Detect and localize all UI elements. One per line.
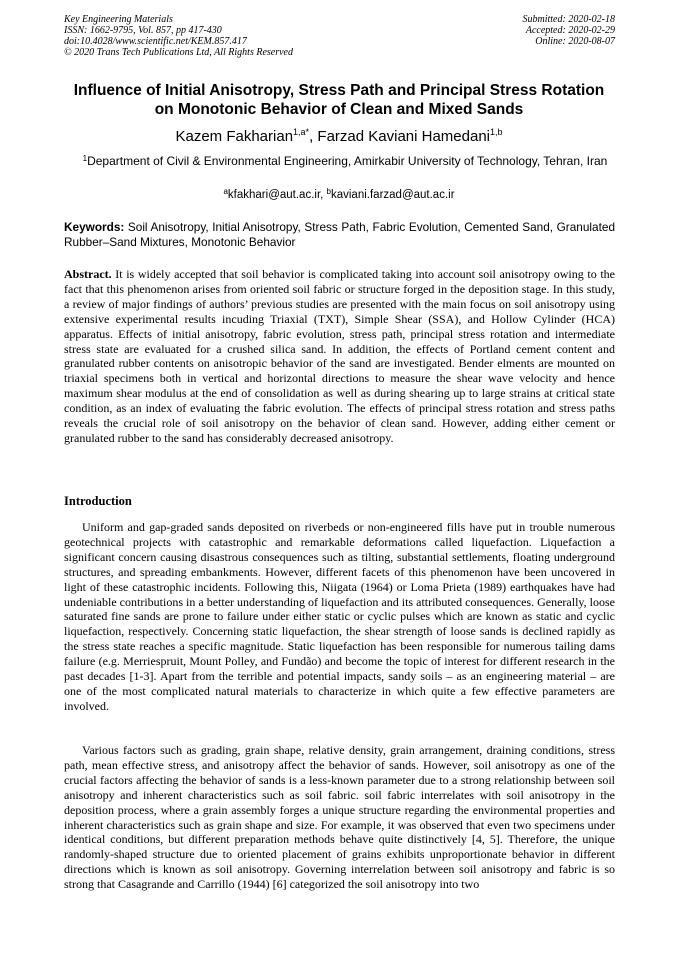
- author-separator: ,: [309, 128, 318, 145]
- date-submitted: Submitted: 2020-02-18: [522, 14, 615, 25]
- title-line-1: Influence of Initial Anisotropy, Stress Path and Principal Stress Rotation: [73, 82, 605, 99]
- abstract-text: It is widely accepted that soil behavior is complicated taking into account soil anisotropy owing to the fact that this phenomenon arises from oriented soil fabric or structure forged in the deposition stage. In this study, a review of major findings of authors’ previous studies are presented with the main focus on soil anisotropy using extensive experimental results incuding Triaxial (TXT), Simple Shear (SSA), and Hollow Cylinder (HCA) apparatus. Effects of initial anisotropy, fabric evolution, stress path, principal stress rotation and intermediate stress state are evaluated for a crushed silica sand. In addition, the effects of Portland cement content and granulated rubber contents on anisotropic behavior of the sand are investigated. Bender elments are mounted on triaxial specimens both in vertical and horizontal directions to measure the shear wave velocity and hence maximum shear modulus at the end of consolidation as well as during shearing up to large strains at critical state condition, as an index of evaluating the fabric evolution. The effects of principal stress rotation and stress paths reveals the crucial role of soil anisotropy on the behavior of clean sand. However, adding either cement or granulated rubber to the sand has considerably decreased anisotropy.: [64, 267, 615, 445]
- journal-name: Key Engineering Materials: [64, 14, 173, 25]
- affiliation: [80, 151, 610, 169]
- introduction-paragraph-2: Various factors such as grading, grain shape, relative density, grain arrangement, draining conditions, stress path, mean effective stress, and anisotropy affect the behavior of sands. However, soil anisotropy as one of the crucial factors affecting the behavior of sands is a less-known parameter due to a strong relationship between soil anisotropy and inherent characteristics such as soil fabric. soil fabric interrelates with soil anisotropy in the deposition process, where a grain assembly forges a unique structure regarding the environmental properties and inherent characteristics such as grain shape and size. For example, it was observed that even two specimens under identical conditions, but different preparation methods behave quite distinctively [4, 5]. Therefore, the unique randomly-shaped structure due to oriented placement of grains exhibits unproportionate behavior in different directions which is known as soil anisotropy. Governing interrelation between soil anisotropy and fabric is so strong that Casagrande and Carrillo (1944) [6] categorized the soil anisotropy into two: [64, 743, 615, 892]
- journal-copyright: © 2020 Trans Tech Publications Ltd, All Rights Reserved: [64, 47, 293, 58]
- affiliation-mark: 1: [82, 154, 88, 163]
- date-accepted: Accepted: 2020-02-29: [525, 25, 615, 36]
- author-list: [40, 123, 638, 146]
- abstract-label: Abstract.: [64, 267, 112, 281]
- abstract-section: [64, 267, 615, 446]
- paper-title: [40, 81, 638, 119]
- email-a-link[interactable]: kfakhari@aut.ac.ir: [227, 189, 321, 201]
- journal-doi: doi:10.4028/www.scientific.net/KEM.857.417: [64, 36, 247, 47]
- publication-dates: [523, 14, 616, 47]
- email-b-mark: b: [326, 187, 331, 196]
- author-emails: [40, 185, 638, 202]
- email-b-link[interactable]: kaviani.farzad@aut.ac.ir: [330, 189, 455, 201]
- affiliation-text: Department of Civil & Environmental Engineering, Amirkabir University of Technology, Tehran, Iran: [87, 154, 608, 168]
- author-2-name: Farzad Kaviani Hamedani: [317, 128, 490, 145]
- journal-issn: ISSN: 1662-9795, Vol. 857, pp 417-430: [64, 25, 222, 36]
- email-separator: ,: [320, 189, 327, 201]
- keywords-label: Keywords:: [64, 220, 125, 234]
- keywords-text: Soil Anisotropy, Initial Anisotropy, Stress Path, Fabric Evolution, Cemented Sand, Granulated Rubber–Sand Mixtures, Monotonic Behavior: [64, 220, 615, 249]
- keywords-section: [64, 220, 615, 250]
- email-a-mark: a: [223, 187, 228, 196]
- title-line-2: on Monotonic Behavior of Clean and Mixed Sands: [154, 101, 524, 118]
- author-1-name: Kazem Fakharian: [175, 128, 294, 145]
- date-online: Online: 2020-08-07: [535, 36, 615, 47]
- author-1-affil-mark: 1,a*: [293, 127, 310, 137]
- journal-info: [64, 14, 293, 58]
- introduction-heading: Introduction: [64, 494, 132, 508]
- author-2-affil-mark: 1,b: [490, 127, 503, 137]
- introduction-paragraph-1: Uniform and gap-graded sands deposited on riverbeds or non-engineered fills have put in trouble numerous geotechnical projects with catastrophic and remarkable deformations called liquefaction. Liquefaction a significant concern causing disastrous consequences such as tilting, substantial settlements, floating underground structures, and spreading embankments. However, different facets of this phenomenon have been uncovered in light of these catastrophic incidents. Following this, Niigata (1964) or Loma Prieta (1989) earthquakes have had undeniable contributions in a better understanding of liquefaction and its attributed consequences. Generally, loose saturated fine sands are prone to failure under either static or cyclic pulses which are known as static and cyclic liquefaction, respectively. Concerning static liquefaction, the shear strength of loose sands is declined rapidly as the stress state reaches a specific magnitude. Static liquefaction has been responsible for numerous tailing dams failure (e.g. Merriespruit, Mount Polley, and Fundão) and become the topic of interest for different research in the past decades [1-3]. Apart from the terrible and potential impacts, sandy soils – as an engineering material – are one of the most complicated natural materials to characterize in which quite a few effective parameters are involved.: [64, 520, 615, 713]
